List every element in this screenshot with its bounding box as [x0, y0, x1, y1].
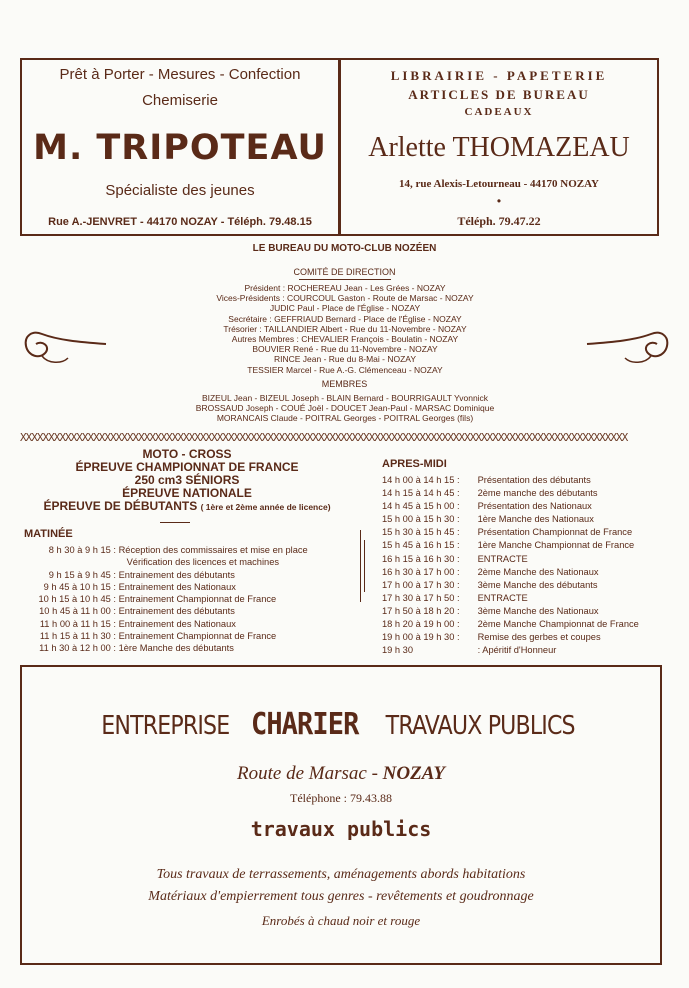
tripoteau-specialty: Spécialiste des jeunes [105, 182, 255, 199]
matinee-row: 10 h 45 à 11 h 00 : Entrainement des débutants [39, 606, 235, 617]
members-list [150, 393, 540, 424]
members-line: BIZEUL Jean - BIZEUL Joseph - BLAIN Bernard - BOURRIGAULT Yvonnick [201, 393, 489, 403]
apres-midi-row: 19 h 30 : Apéritif d'Honneur [382, 645, 557, 656]
charier-address [22, 763, 660, 785]
charier-slogan: travaux publics [250, 817, 432, 841]
committee-underline [299, 279, 391, 280]
event-underline [160, 522, 190, 523]
thomazeau-line1: LIBRAIRIE - PAPETERIE [390, 68, 608, 83]
tripoteau-line1: Prêt à Porter - Mesures - Confection [59, 66, 301, 83]
charier-line1: Tous travaux de terrassements, aménagements abords habitations [156, 867, 526, 882]
members-line: BROSSAUD Joseph - COUÉ Joël - DOUCET Jean-Paul - MARSAC Dominique [195, 403, 495, 414]
event-line5 [22, 500, 352, 514]
tripoteau-address: Rue A.-JENVRET - 44170 NOZAY - Téléph. 79.48.15 [48, 216, 312, 228]
ad-thomazeau [339, 58, 659, 236]
charier-title [22, 707, 660, 742]
apres-midi-row: 16 h 15 à 16 h 30 : ENTRACTE [382, 553, 528, 564]
thomazeau-phone: Téléph. 79.47.22 [457, 214, 541, 228]
committee-line: TESSIER Marcel - Rue A.-G. Clémenceau - NOZAY [247, 364, 443, 375]
apres-midi-row: 15 h 00 à 15 h 30 : 1ère Manche des Nationaux [382, 514, 594, 525]
apres-midi-title: APRES-MIDI [382, 458, 447, 470]
committee-line: JUDIC Paul - Place de l'Église - NOZAY [269, 303, 421, 314]
matinee-row: 10 h 15 à 10 h 45 : Entrainement Championnat de France [38, 594, 277, 605]
ad-charier [20, 665, 662, 965]
committee-line: Secrétaire : GEFFRIAUD Bernard - Place de l'Église - NOZAY [228, 313, 462, 324]
matinee-title: MATINÉE [24, 528, 73, 540]
right-swirl-icon [585, 320, 675, 370]
ad-tripoteau [20, 58, 340, 236]
apres-midi-row: 14 h 15 à 14 h 45 : 2ème manche des débutants [382, 488, 598, 499]
cross-divider: XXXXXXXXXXXXXXXXXXXXXXXXXXXXXXXXXXXXXXXXXXXXXXXXXXXXXXXXXXXXXXXXXXXXXXXXXXXXXXXXXXXXXXXXXXXXXXXXXXXXXXXXXXXX [20, 431, 628, 443]
tripoteau-name: M. TRIPOTEAU [33, 128, 327, 168]
apres-midi-row: 19 h 00 à 19 h 30 : Remise des gerbes et coupes [382, 632, 601, 643]
committee-line: Trésorier : TAILLANDIER Albert - Rue du 11-Novembre - NOZAY [223, 323, 467, 334]
matinee-row: 8 h 30 à 9 h 15 : Réception des commissaires et mise en place [48, 545, 308, 555]
apres-midi-row: 14 h 45 à 15 h 00 : Présentation des Nationaux [382, 501, 592, 512]
column-separator [364, 540, 365, 592]
event-line2: ÉPREUVE CHAMPIONNAT DE FRANCE [75, 460, 299, 474]
event-header [22, 448, 352, 514]
thomazeau-line2: ARTICLES DE BUREAU [408, 87, 590, 102]
members-title: MEMBRES [321, 379, 368, 389]
charier-entreprise: ENTREPRISE [101, 711, 230, 741]
event-line4: ÉPREUVE NATIONALE [122, 486, 252, 500]
apres-midi-row: 17 h 50 à 18 h 20 : 3ème Manche des Nationaux [382, 605, 599, 616]
matinee-row: Vérification des licences et machines [126, 557, 280, 568]
committee-line: Président : ROCHEREAU Jean - Les Grées - NOZAY [244, 283, 446, 293]
left-swirl-icon [18, 320, 108, 370]
bureau-title: LE BUREAU DU MOTO-CLUB NOZÉEN [252, 243, 437, 254]
charier-line3: Enrobés à chaud noir et rouge [261, 913, 421, 928]
members-line: MORANCAIS Claude - POITRAL Georges - POITRAL Georges (fils) [216, 413, 474, 424]
charier-phone: Téléphone : 79.43.88 [290, 791, 392, 805]
charier-town: NOZAY [382, 763, 445, 784]
thomazeau-bullet: • [496, 194, 502, 208]
apres-midi-row: 14 h 00 à 14 h 15 : Présentation des débutants [382, 475, 591, 485]
apres-midi-row: 17 h 00 à 17 h 30 : 3ème Manche des débutants [382, 579, 598, 590]
committee-list [150, 283, 540, 375]
tripoteau-line2: Chemiserie [142, 92, 218, 109]
matinee-table [24, 544, 308, 655]
thomazeau-address: 14, rue Alexis-Letourneau - 44170 NOZAY [398, 178, 600, 190]
event-line3: 250 cm3 SÉNIORS [134, 473, 240, 487]
event-line5-bold: ÉPREUVE DE DÉBUTANTS [43, 499, 198, 513]
committee-title: COMITÉ DE DIRECTION [293, 267, 396, 277]
matinee-row: 11 h 00 à 11 h 15 : Entrainement des Nationaux [39, 618, 236, 629]
charier-name: CHARIER [251, 707, 359, 742]
apres-midi-row: 17 h 30 à 17 h 50 : ENTRACTE [382, 592, 528, 603]
apres-midi-row: 18 h 20 à 19 h 00 : 2ème Manche Championnat de France [382, 619, 639, 630]
event-line5-small: ( 1ère et 2ème année de licence) [200, 502, 331, 512]
apres-midi-row: 15 h 30 à 15 h 45 : Présentation Championnat de France [382, 527, 633, 538]
matinee-row: 9 h 45 à 10 h 15 : Entrainement des Nationaux [43, 581, 236, 592]
apres-midi-row: 16 h 30 à 17 h 00 : 2ème Manche des Nationaux [382, 566, 599, 577]
apres-midi-row: 15 h 45 à 16 h 15 : 1ère Manche Championnat de France [382, 540, 635, 551]
charier-road: Route de Marsac - [237, 763, 383, 784]
matinee-row: 11 h 30 à 12 h 00 : 1ère Manche des débutants [39, 643, 234, 654]
committee-line: BOUVIER René - Rue du 11-Novembre - NOZAY [252, 344, 438, 355]
committee-line: Vices-Présidents : COURCOUL Gaston - Route de Marsac - NOZAY [216, 293, 474, 304]
column-separator [360, 530, 361, 602]
matinee-row: 9 h 15 à 9 h 45 : Entrainement des débutants [48, 569, 235, 580]
matinee-row: 11 h 15 à 11 h 30 : Entrainement Championnat de France [39, 631, 277, 642]
committee-line: RINCE Jean - Rue du 8-Mai - NOZAY [273, 354, 417, 365]
thomazeau-name: Arlette THOMAZEAU [368, 132, 630, 163]
charier-travaux: TRAVAUX PUBLICS [385, 711, 575, 741]
committee-line: Autres Membres : CHEVALIER François - Boulatin - NOZAY [231, 334, 459, 345]
thomazeau-line3: CADEAUX [464, 106, 534, 118]
charier-line2: Matériaux d'empierrement tous genres - revêtements et goudronnage [148, 889, 534, 904]
event-line1: MOTO - CROSS [142, 447, 232, 461]
apres-midi-table [382, 474, 639, 657]
